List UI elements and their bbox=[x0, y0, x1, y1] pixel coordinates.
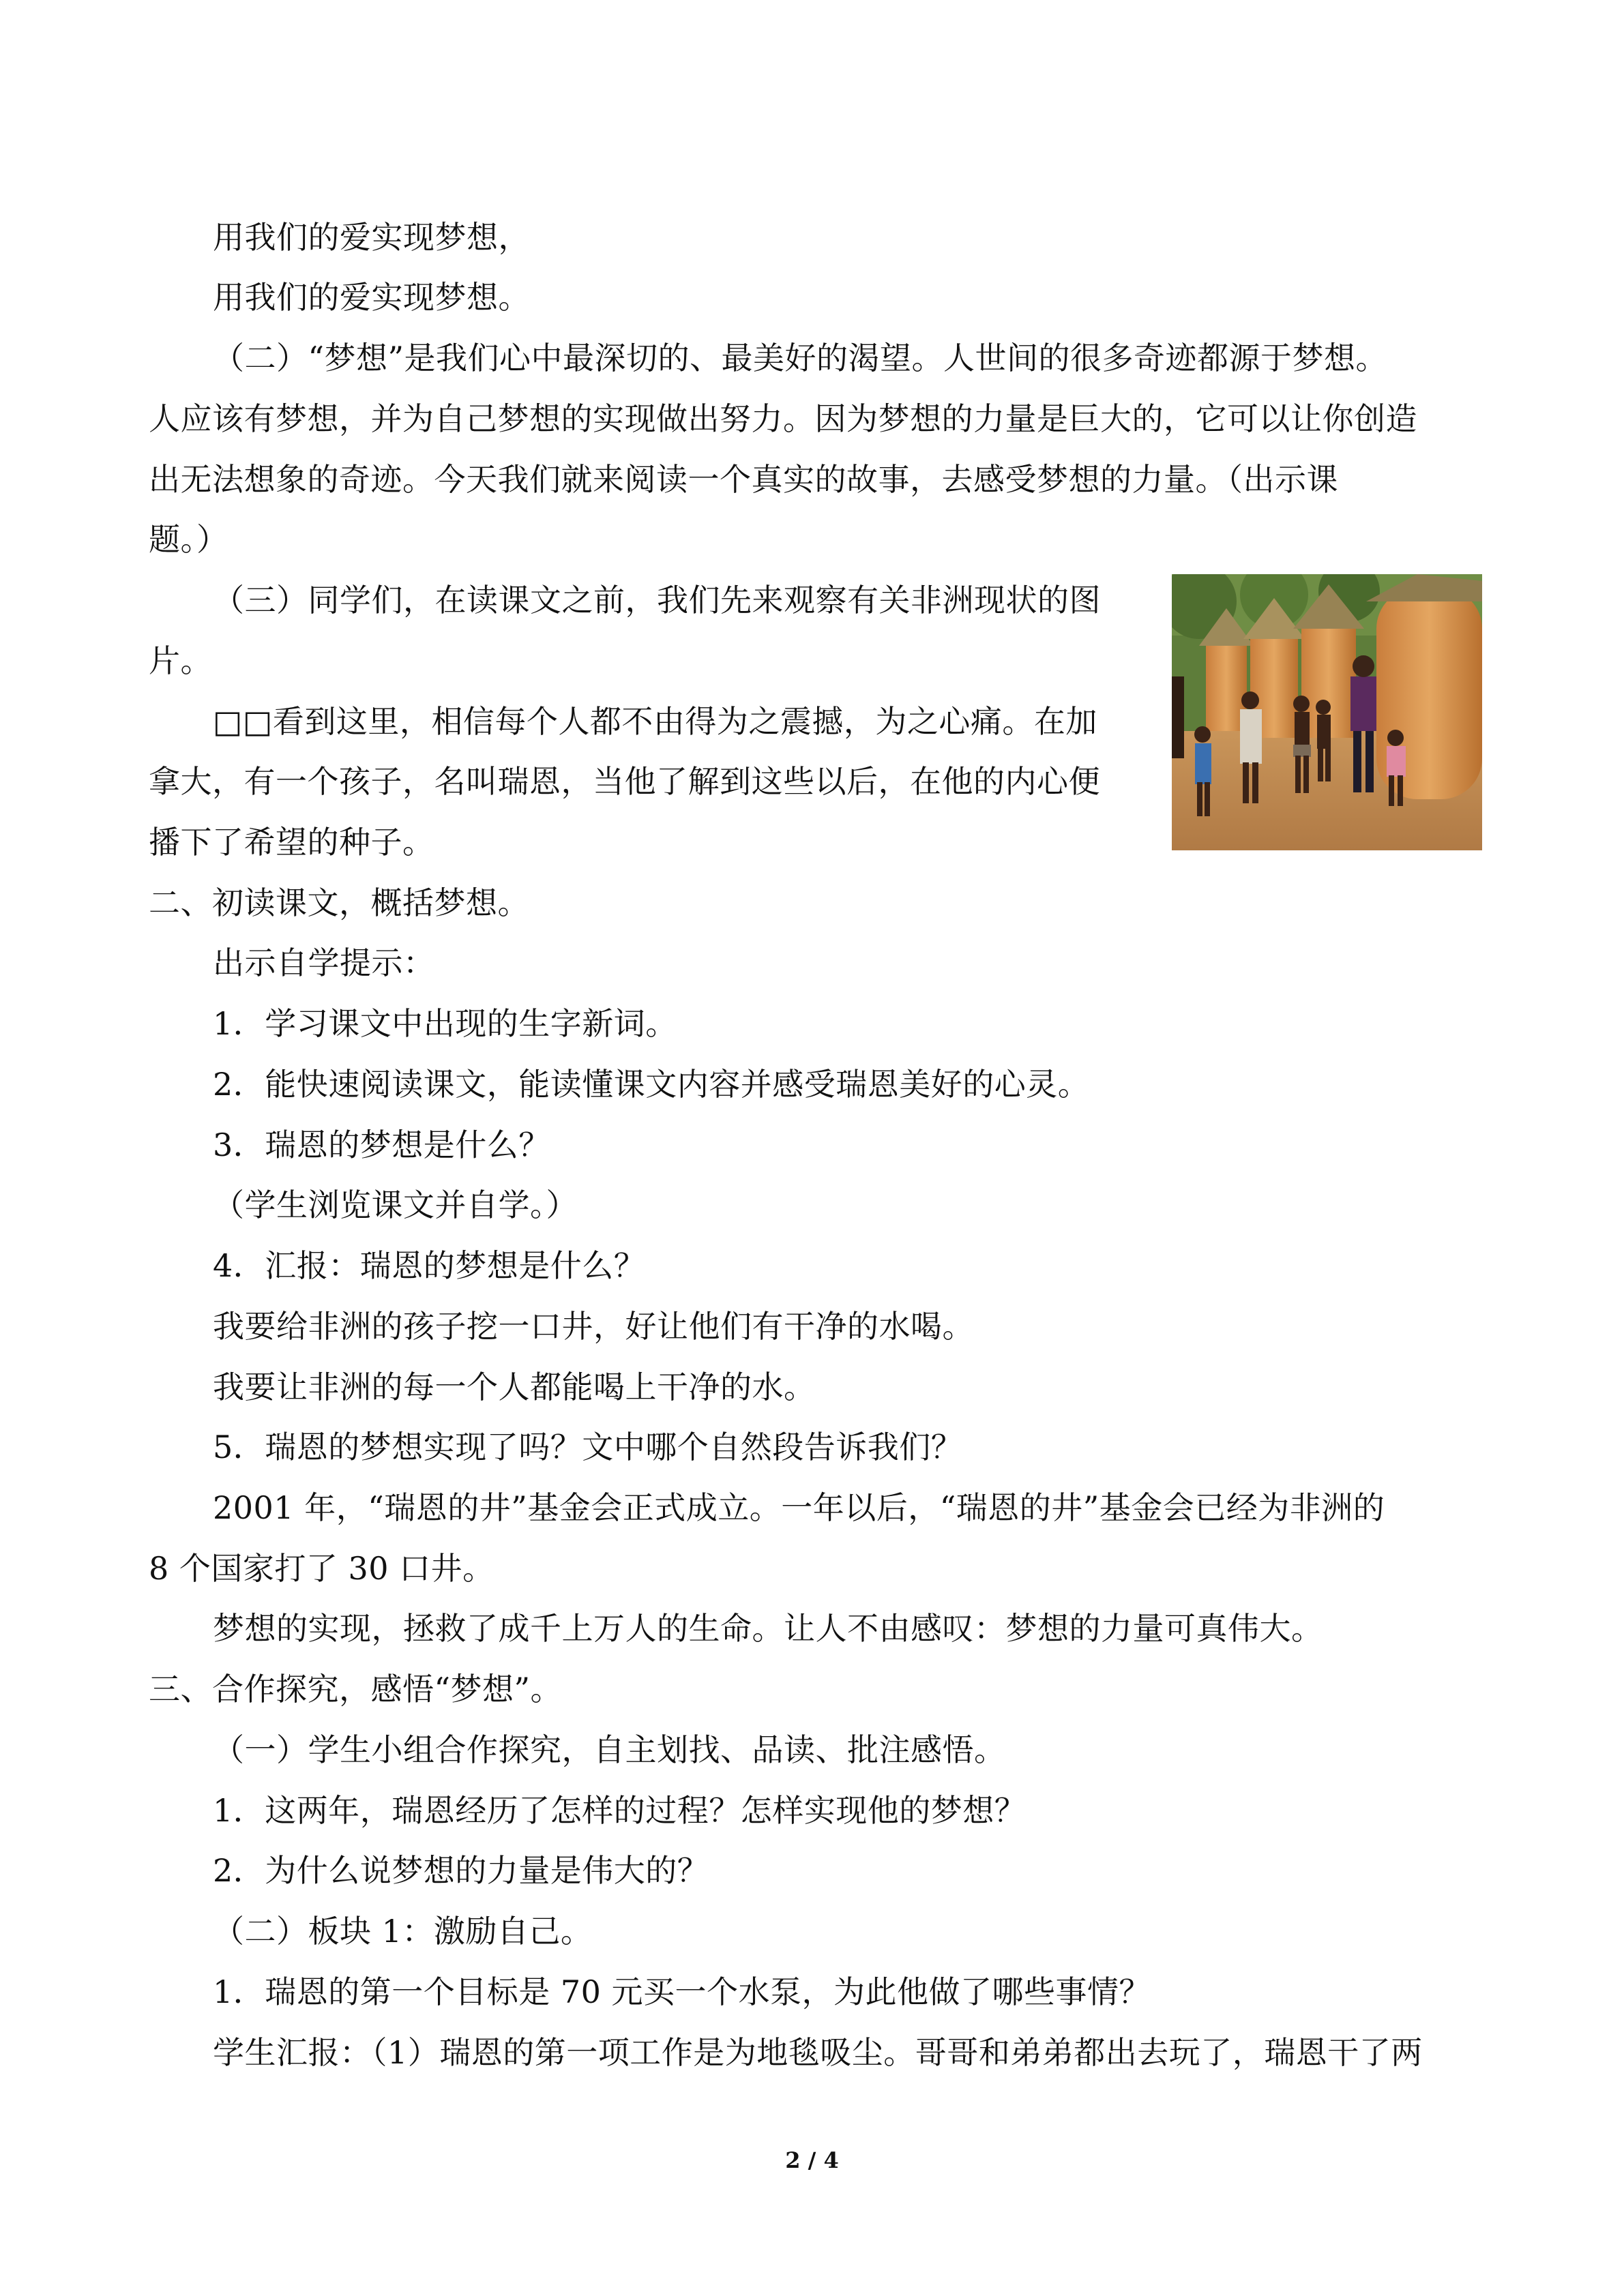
text-line: 人应该有梦想，并为自己梦想的实现做出努力。因为梦想的力量是巨大的，它可以让你创造 bbox=[149, 400, 1417, 437]
text-line: 8 个国家打了 30 口井。 bbox=[149, 1550, 494, 1587]
text-line: （三）同学们，在读课文之前，我们先来观察有关非洲现状的图 bbox=[213, 582, 1101, 618]
text-line: 学生汇报：（1）瑞恩的第一项工作是为地毯吸尘。哥哥和弟弟都出去玩了，瑞恩干了两 bbox=[213, 2034, 1423, 2071]
text-line: 出示自学提示： bbox=[213, 944, 435, 981]
section-heading: 三、合作探究，感悟“梦想”。 bbox=[149, 1671, 563, 1708]
text-line: （二）“梦想”是我们心中最深切的、最美好的渴望。人世间的很多奇迹都源于梦想。 bbox=[213, 340, 1388, 376]
list-item: 3．瑞恩的梦想是什么？ bbox=[213, 1127, 550, 1163]
text-line: 梦想的实现，拯救了成千上万人的生命。让人不由感叹：梦想的力量可真伟大。 bbox=[213, 1610, 1323, 1647]
page-number: 2 / 4 bbox=[785, 2147, 839, 2173]
list-item: 4．汇报：瑞恩的梦想是什么？ bbox=[213, 1247, 646, 1284]
list-item: 5．瑞恩的梦想实现了吗？文中哪个自然段告诉我们？ bbox=[213, 1429, 963, 1465]
text-line: （学生浏览课文并自学。） bbox=[213, 1187, 578, 1223]
africa-children-photo bbox=[1172, 574, 1482, 850]
text-line: 2001 年，“瑞恩的井”基金会正式成立。一年以后，“瑞恩的井”基金会已经为非洲的 bbox=[213, 1489, 1385, 1526]
text-line: （一）学生小组合作探究，自主划找、品读、批注感悟。 bbox=[213, 1731, 1006, 1768]
text-line: 用我们的爱实现梦想。 bbox=[213, 279, 530, 316]
section-heading: 二、初读课文，概括梦想。 bbox=[149, 884, 529, 921]
list-item: 1．学习课文中出现的生字新词。 bbox=[213, 1005, 677, 1042]
list-item: 2．为什么说梦想的力量是伟大的？ bbox=[213, 1852, 709, 1889]
list-item: 1．瑞恩的第一个目标是 70 元买一个水泵，为此他做了哪些事情？ bbox=[213, 1973, 1151, 2010]
text-line: 我要让非洲的每一个人都能喝上干净的水。 bbox=[213, 1369, 816, 1405]
text-line: 用我们的爱实现梦想， bbox=[213, 219, 530, 256]
text-line: 我要给非洲的孩子挖一口井，好让他们有干净的水喝。 bbox=[213, 1308, 974, 1345]
text-line: 题。） bbox=[149, 521, 228, 558]
list-item: 1．这两年，瑞恩经历了怎样的过程？怎样实现他的梦想？ bbox=[213, 1792, 1027, 1829]
text-line: （二）板块 1：激励自己。 bbox=[213, 1913, 593, 1950]
text-line: □□看到这里，相信每个人都不由得为之震撼，为之心痛。在加 bbox=[213, 703, 1097, 740]
text-line: 拿大，有一个孩子，名叫瑞恩，当他了解到这些以后，在他的内心便 bbox=[149, 763, 1100, 800]
list-item: 2．能快速阅读课文，能读懂课文内容并感受瑞恩美好的心灵。 bbox=[213, 1066, 1090, 1103]
text-line: 片。 bbox=[149, 642, 212, 679]
text-line: 出无法想象的奇迹。今天我们就来阅读一个真实的故事，去感受梦想的力量。（出示课 bbox=[149, 461, 1338, 498]
text-line: 播下了希望的种子。 bbox=[149, 824, 434, 861]
